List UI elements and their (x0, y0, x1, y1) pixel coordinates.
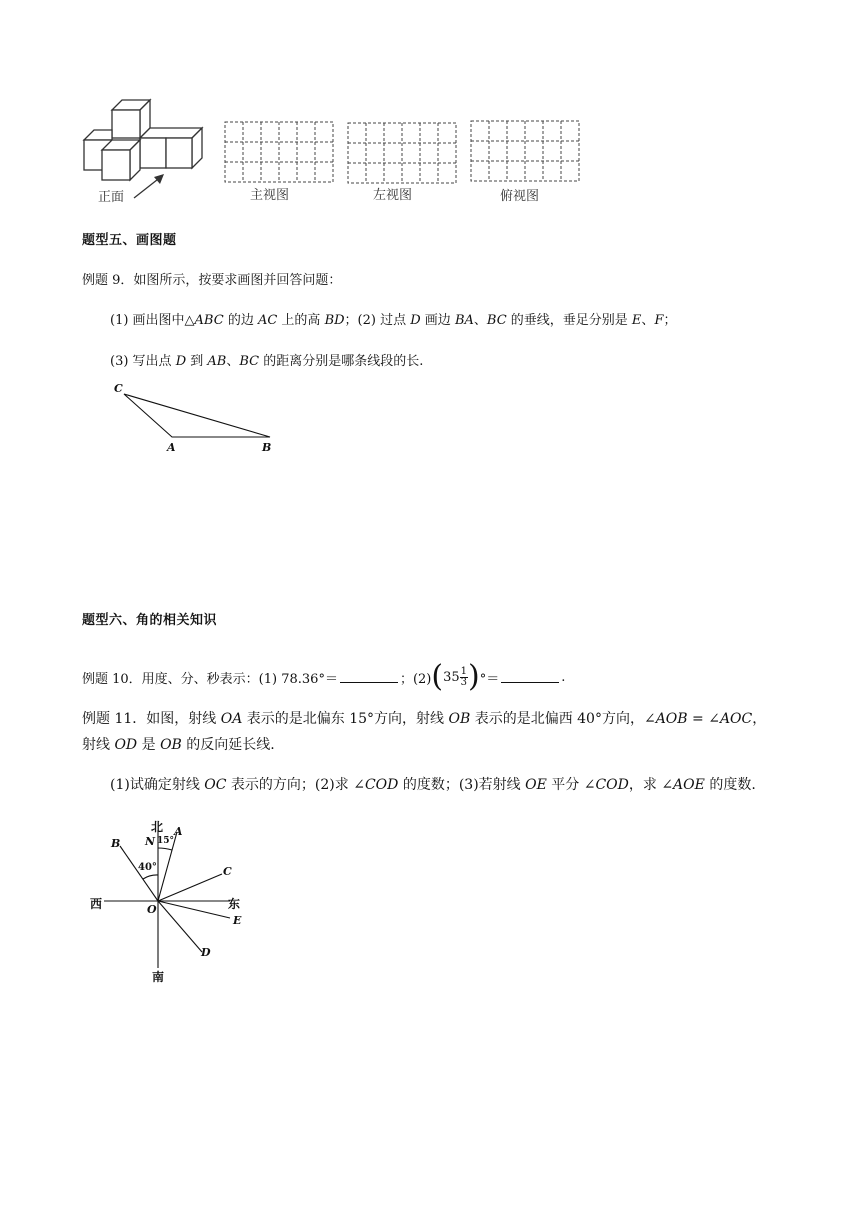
compass-angle15-label: 15° (157, 836, 175, 846)
answer-blank-2[interactable] (501, 672, 559, 683)
compass-d-label: D (201, 946, 211, 959)
compass-west-label: 西 (90, 897, 103, 911)
compass-north-label: 北 (151, 820, 164, 834)
triangle-figure (108, 380, 288, 460)
compass-o-label: O (147, 903, 157, 916)
compass-c-label: C (223, 865, 232, 878)
compass-b-label: B (111, 837, 121, 850)
compass-n-label: N (145, 835, 156, 848)
compass-e-label: E (233, 914, 242, 927)
front-view-grid[interactable] (224, 121, 334, 183)
compass-south-label: 南 (152, 970, 165, 984)
example11-line1: 例题 11．如图，射线 OA 表示的是北偏东 15°方向，射线 OB 表示的是北偏西 40°方向，∠AOB = ∠AOC， (82, 711, 767, 727)
section6-title: 题型六、角的相关知识 (82, 613, 218, 628)
top-view-grid-lines (470, 120, 580, 182)
compass-a-label: A (174, 825, 183, 838)
example9-item1: (1) 画出图中△ABC 的边 AC 上的高 BD；(2) 过点 D 画边 BA、BC 的垂线，垂足分别是 E、F； (110, 313, 677, 328)
triangle-label-c: C (114, 382, 123, 395)
answer-blank-1[interactable] (340, 672, 398, 683)
example11-line2: 射线 OD 是 OB 的反向延长线. (82, 737, 275, 753)
top-view-label: 俯视图 (500, 189, 540, 204)
example10: 例题 10．用度、分、秒表示：(1) 78.36°＝ ；(2) ( 35 $\frac{1}{3}$ ) °＝ . (82, 659, 566, 694)
left-view-grid-lines (347, 122, 457, 184)
compass-east-label: 东 (228, 897, 241, 911)
left-view-label: 左视图 (373, 188, 413, 203)
left-view-grid[interactable] (347, 122, 457, 184)
triangle-abc (108, 380, 288, 460)
front-view-grid-lines (224, 121, 334, 183)
triangle-label-a: A (167, 441, 176, 454)
front-view-label: 主视图 (250, 188, 290, 203)
triangle-label-b: B (262, 441, 272, 454)
example11-line3: (1)试确定射线 OC 表示的方向；(2)求 ∠COD 的度数；(3)若射线 OE 平分 ∠COD，求 ∠AOE 的度数. (110, 777, 756, 793)
front-label: 正面 (98, 190, 125, 205)
example9-intro: 例题 9．如图所示，按要求画图并回答问题： (82, 273, 342, 288)
top-view-grid[interactable] (470, 120, 580, 182)
section5-title: 题型五、画图题 (82, 233, 177, 248)
compass-angle40-label: 40° (138, 862, 157, 873)
example9-item3: (3) 写出点 D 到 AB、BC 的距离分别是哪条线段的长. (110, 354, 424, 369)
